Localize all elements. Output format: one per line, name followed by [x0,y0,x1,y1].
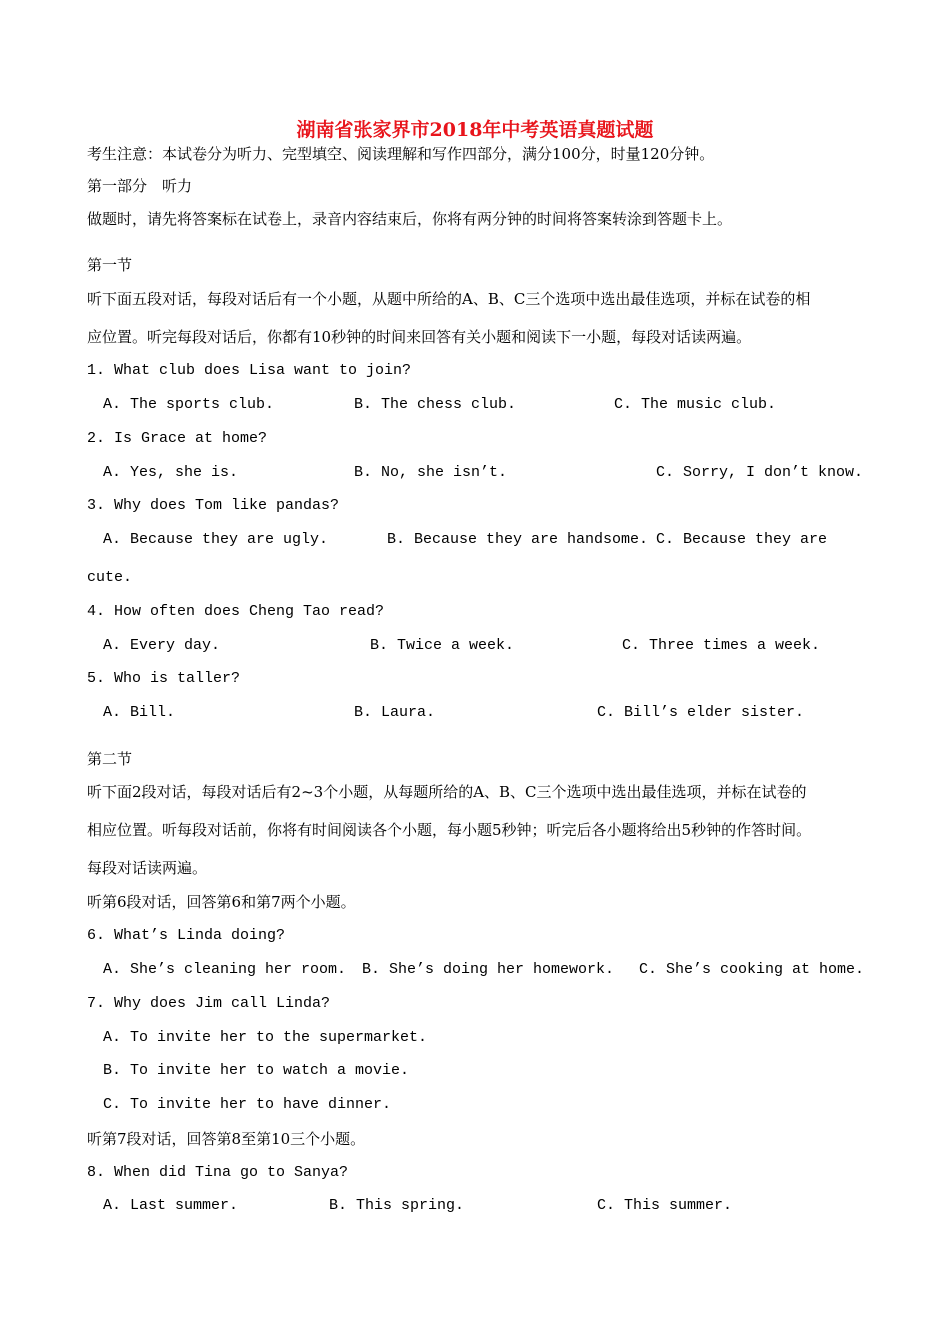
question-7-option-b: B. To invite her to watch a movie. [103,1062,410,1079]
section1-instruction-line1: 听下面五段对话，每段对话后有一个小题，从题中所给的A、B、C三个选项中选出最佳选项，并标在试卷的相 [87,290,811,308]
section2-instruction-line1: 听下面2段对话，每段对话后有2~3个小题，从每题所给的A、B、C三个选项中选出最佳选项，并标在试卷的 [87,783,807,801]
question-2-option-c: C. Sorry, I don’t know. [656,464,864,481]
dialog-7-intro: 听第7段对话，回答第8至第10三个小题。 [87,1130,366,1148]
question-2: 2. Is Grace at home? [87,430,268,447]
dialog-6-intro: 听第6段对话，回答第6和第7两个小题。 [87,893,356,911]
question-1-option-a: A. The sports club. [103,396,275,413]
question-3: 3. Why does Tom like pandas? [87,497,340,514]
question-5-option-a: A. Bill. [103,704,176,721]
question-8: 8. When did Tina go to Sanya? [87,1164,349,1181]
question-2-option-b: B. No, she isn’t. [354,464,508,481]
question-7-option-a: A. To invite her to the supermarket. [103,1029,428,1046]
question-5: 5. Who is taller? [87,670,241,687]
question-3-option-c: C. Because they are [656,531,828,548]
question-6: 6. What’s Linda doing? [87,927,286,944]
question-1: 1. What club does Lisa want to join? [87,362,412,379]
question-3-option-b: B. Because they are handsome. [387,531,649,548]
part1-instruction: 做题时，请先将答案标在试卷上，录音内容结束后，你将有两分钟的时间将答案转涂到答题卡上。 [87,210,733,228]
question-4: 4. How often does Cheng Tao read? [87,603,385,620]
question-7-option-c: C. To invite her to have dinner. [103,1096,392,1113]
question-8-option-b: B. This spring. [329,1197,465,1214]
question-3-option-c-continued: cute. [87,569,133,586]
question-8-option-a: A. Last summer. [103,1197,239,1214]
page-title: 湖南省张家界市2018年中考英语真题试题 [296,119,654,141]
question-4-option-a: A. Every day. [103,637,221,654]
question-1-option-b: B. The chess club. [354,396,517,413]
question-6-option-a: A. She’s cleaning her room. [103,961,347,978]
question-5-option-b: B. Laura. [354,704,436,721]
section2-instruction-line2: 相应位置。听每段对话前，你将有时间阅读各个小题，每小题5秒钟；听完后各小题将给出5秒钟的作答时间。 [87,821,812,839]
exam-notice: 考生注意：本试卷分为听力、完型填空、阅读理解和写作四部分，满分100分，时量120分钟。 [87,145,715,163]
question-4-option-b: B. Twice a week. [370,637,515,654]
section1-heading: 第一节 [87,256,133,274]
question-4-option-c: C. Three times a week. [622,637,821,654]
section2-heading: 第二节 [87,750,133,768]
question-1-option-c: C. The music club. [614,396,777,413]
question-5-option-c: C. Bill’s elder sister. [597,704,805,721]
question-2-option-a: A. Yes, she is. [103,464,239,481]
question-7: 7. Why does Jim call Linda? [87,995,331,1012]
section1-instruction-line2: 应位置。听完每段对话后，你都有10秒钟的时间来回答有关小题和阅读下一小题，每段对话读两遍。 [87,328,752,346]
question-6-option-b: B. She’s doing her homework. [362,961,615,978]
section2-instruction-line3: 每段对话读两遍。 [87,859,208,877]
question-8-option-c: C. This summer. [597,1197,733,1214]
question-6-option-c: C. She’s cooking at home. [639,961,865,978]
question-3-option-a: A. Because they are ugly. [103,531,329,548]
part1-heading: 第一部分 听力 [87,177,193,195]
